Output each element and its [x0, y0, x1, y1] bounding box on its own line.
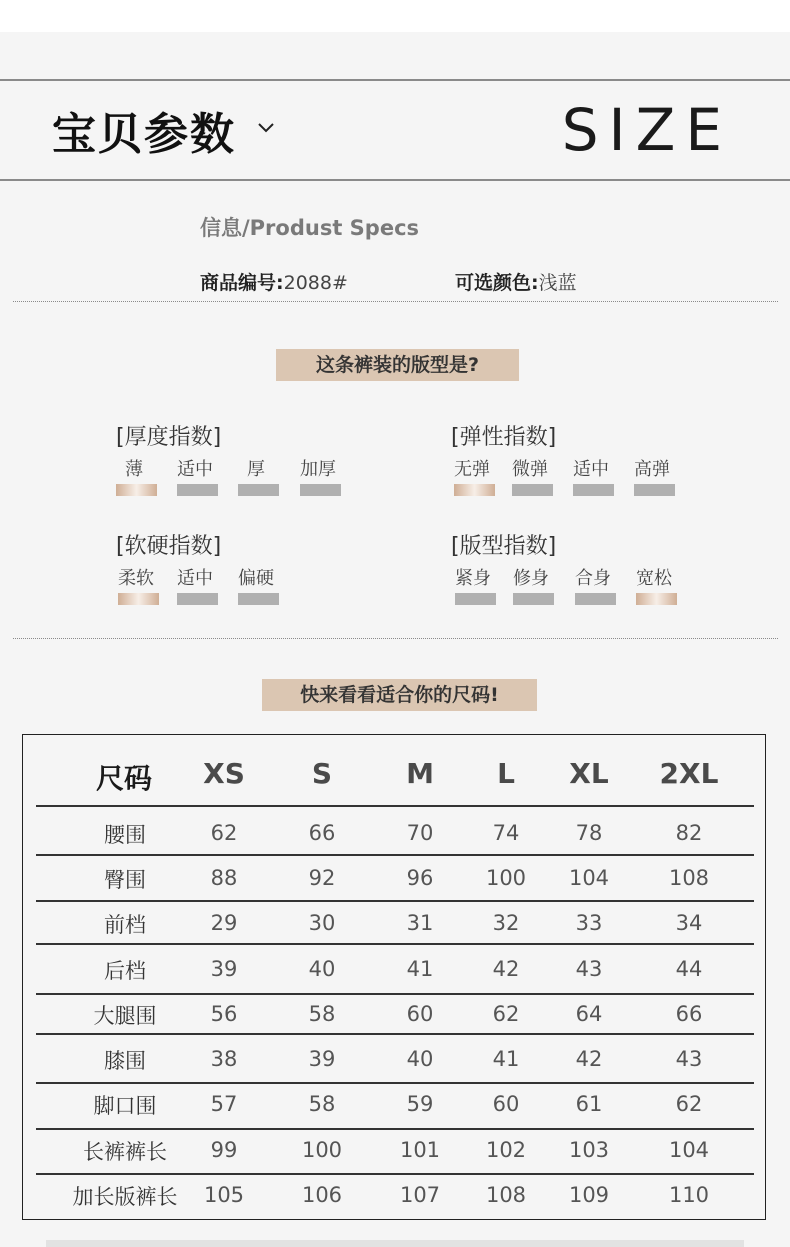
page-title: 宝贝参数 [52, 109, 236, 160]
table-row-divider [36, 1173, 754, 1175]
table-cell: 59 [406, 1092, 434, 1116]
table-cell: 78 [575, 821, 603, 845]
table-row-divider [36, 900, 754, 902]
table-cell: 57 [210, 1092, 238, 1116]
table-cell: 105 [203, 1183, 245, 1207]
table-cell: 41 [492, 1047, 520, 1071]
table-row-divider [36, 854, 754, 856]
table-row-label: 臀围 [104, 868, 146, 892]
table-row-label: 大腿围 [93, 1004, 157, 1028]
table-cell: 74 [492, 821, 520, 845]
index-title: [弹性指数] [451, 425, 557, 450]
table-cell: 56 [210, 1002, 238, 1026]
index-option: 加厚 [300, 459, 336, 480]
index-bar-selected [116, 484, 157, 496]
available-color [455, 268, 577, 295]
info-title: 信息/Produst Specs [200, 216, 420, 240]
table-cell: 108 [668, 866, 710, 890]
fit-banner: 这条裤装的版型是? [276, 349, 519, 381]
size-header-cell: L [497, 757, 515, 790]
index-bar [238, 484, 279, 496]
index-option: 适中 [573, 459, 609, 480]
table-row-divider [36, 943, 754, 945]
index-bar [238, 593, 279, 605]
size-header-cell: 2XL [659, 757, 719, 790]
index-option: 适中 [177, 568, 213, 589]
table-cell: 66 [308, 821, 336, 845]
table-row-divider [36, 805, 754, 807]
table-cell: 40 [406, 1047, 434, 1071]
table-row-divider [36, 993, 754, 995]
chevron-down-icon [256, 118, 276, 138]
table-cell: 104 [568, 866, 610, 890]
index-option: 偏硬 [238, 568, 274, 589]
table-cell: 101 [399, 1138, 441, 1162]
index-option: 适中 [177, 459, 213, 480]
table-row-label: 后档 [104, 959, 146, 983]
index-option: 宽松 [636, 568, 672, 589]
index-option: 高弹 [634, 459, 670, 480]
index-option: 合身 [575, 568, 611, 589]
table-cell: 103 [568, 1138, 610, 1162]
table-cell: 58 [308, 1002, 336, 1026]
table-cell: 62 [675, 1092, 703, 1116]
table-cell: 99 [210, 1138, 238, 1162]
table-cell: 61 [575, 1092, 603, 1116]
index-option: 无弹 [454, 459, 490, 480]
index-bar [512, 484, 553, 496]
table-cell: 110 [668, 1183, 710, 1207]
table-row-label: 长裤裤长 [83, 1140, 167, 1164]
table-cell: 58 [308, 1092, 336, 1116]
table-cell: 39 [210, 957, 238, 981]
table-cell: 41 [406, 957, 434, 981]
item-number-label: 商品编号: [200, 272, 284, 294]
index-bar [573, 484, 614, 496]
table-cell: 43 [575, 957, 603, 981]
index-option: 修身 [513, 568, 549, 589]
table-cell: 104 [668, 1138, 710, 1162]
item-number [200, 268, 348, 295]
table-cell: 31 [406, 911, 434, 935]
color-value: 浅蓝 [538, 272, 577, 294]
table-cell: 82 [675, 821, 703, 845]
index-bar [513, 593, 554, 605]
table-cell: 38 [210, 1047, 238, 1071]
table-cell: 43 [675, 1047, 703, 1071]
index-bar [455, 593, 496, 605]
index-option: 厚 [247, 459, 265, 480]
index-title: [版型指数] [451, 534, 557, 559]
index-bar [634, 484, 675, 496]
table-cell: 32 [492, 911, 520, 935]
table-cell: 62 [210, 821, 238, 845]
table-cell: 60 [492, 1092, 520, 1116]
table-cell: 92 [308, 866, 336, 890]
top-white-band [0, 0, 790, 32]
header-top-rule [0, 79, 790, 81]
table-cell: 60 [406, 1002, 434, 1026]
table-cell: 30 [308, 911, 336, 935]
index-option: 紧身 [455, 568, 491, 589]
table-row-label: 脚口围 [93, 1094, 157, 1118]
table-cell: 96 [406, 866, 434, 890]
index-option: 薄 [125, 459, 143, 480]
table-cell: 100 [301, 1138, 343, 1162]
table-row-label: 膝围 [104, 1049, 146, 1073]
index-bar-selected [454, 484, 495, 496]
index-title: [厚度指数] [116, 425, 222, 450]
size-header-cell: M [406, 757, 434, 790]
index-option: 柔软 [118, 568, 154, 589]
table-cell: 39 [308, 1047, 336, 1071]
table-cell: 40 [308, 957, 336, 981]
table-cell: 70 [406, 821, 434, 845]
table-row-label: 加长版裤长 [72, 1185, 178, 1209]
table-row-label: 前档 [104, 913, 146, 937]
header-bottom-rule [0, 179, 790, 181]
size-header-cell: XS [203, 757, 245, 790]
table-cell: 64 [575, 1002, 603, 1026]
table-cell: 42 [575, 1047, 603, 1071]
table-cell: 106 [301, 1183, 343, 1207]
index-bar [300, 484, 341, 496]
table-cell: 102 [485, 1138, 527, 1162]
table-row-divider [36, 1128, 754, 1130]
table-cell: 29 [210, 911, 238, 935]
table-cell: 109 [568, 1183, 610, 1207]
index-bar [177, 484, 218, 496]
table-cell: 33 [575, 911, 603, 935]
table-cell: 42 [492, 957, 520, 981]
table-cell: 62 [492, 1002, 520, 1026]
size-header-cell: S [311, 757, 333, 790]
size-header-cell: XL [569, 757, 609, 790]
bottom-strip [46, 1240, 744, 1247]
index-bar-selected [636, 593, 677, 605]
table-cell: 44 [675, 957, 703, 981]
table-cell: 34 [675, 911, 703, 935]
table-cell: 108 [485, 1183, 527, 1207]
dotted-divider [13, 301, 778, 302]
size-header-label: 尺码 [95, 762, 152, 795]
size-banner: 快来看看适合你的尺码! [262, 679, 537, 711]
size-heading: SIZE [561, 96, 732, 164]
table-cell: 88 [210, 866, 238, 890]
index-bar-selected [118, 593, 159, 605]
index-title: [软硬指数] [116, 534, 222, 559]
dotted-divider [13, 638, 778, 639]
table-cell: 107 [399, 1183, 441, 1207]
table-cell: 100 [485, 866, 527, 890]
table-row-label: 腰围 [104, 823, 146, 847]
table-row-divider [36, 1033, 754, 1035]
index-bar [575, 593, 616, 605]
item-number-value: 2088# [283, 272, 348, 294]
index-option: 微弹 [512, 459, 548, 480]
color-label: 可选颜色: [455, 272, 539, 294]
table-cell: 66 [675, 1002, 703, 1026]
table-row-divider [36, 1082, 754, 1084]
index-bar [177, 593, 218, 605]
